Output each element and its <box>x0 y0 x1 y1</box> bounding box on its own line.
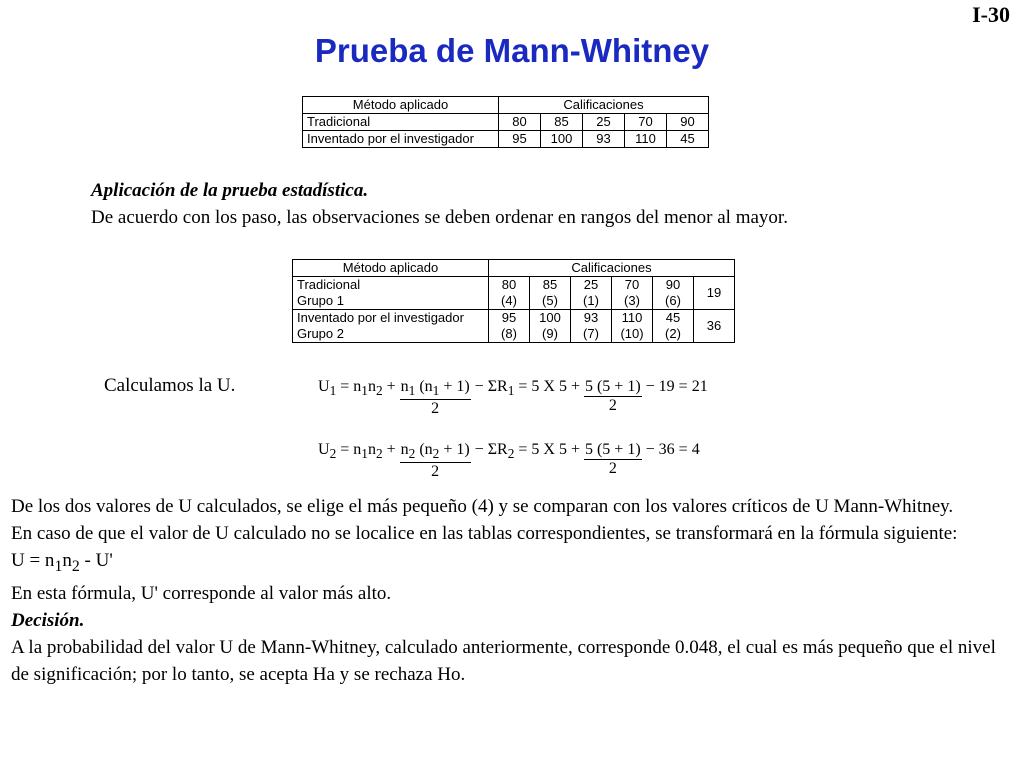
table-cell: 110 <box>625 131 667 148</box>
paragraph: A la probabilidad del valor U de Mann-Whitney, calculado anteriormente, corresponde 0.048, el cual es más pequeño que el nivel de significación; por lo tanto, se acepta Ha y se rechaza Ho. <box>11 636 996 685</box>
table-cell: 70 <box>625 114 667 131</box>
table-cell: 85 <box>541 114 583 131</box>
table-cell: 90 <box>667 114 709 131</box>
paragraph: En esta fórmula, U' corresponde al valor más alto. <box>11 582 392 604</box>
table-cell: 90 (6) <box>653 277 694 310</box>
table-cell: 80 (4) <box>489 277 530 310</box>
paragraph: En caso de que el valor de U calculado no se localice en las tablas correspondientes, se transformará en la fórmula siguiente: <box>11 523 958 544</box>
table-row <box>303 131 709 148</box>
section-text: De acuerdo con los paso, las observaciones se deben ordenar en rangos del menor al mayor. <box>91 207 788 228</box>
header-scores: Calificaciones <box>489 260 735 277</box>
header-scores: Calificaciones <box>499 97 709 114</box>
table-cell: 70 (3) <box>612 277 653 310</box>
row-label: Inventado por el investigador <box>303 131 499 148</box>
rank-sum-cell: 19 <box>694 277 735 310</box>
table-row <box>303 114 709 131</box>
table-cell: 100 <box>541 131 583 148</box>
slide-number: I-30 <box>972 2 1010 27</box>
row-label: Tradicional <box>303 114 499 131</box>
table-cell: 93 <box>583 131 625 148</box>
table-cell: 95 (8) <box>489 310 530 343</box>
rank-sum-cell: 36 <box>694 310 735 343</box>
table-row <box>293 310 735 343</box>
body-text <box>11 493 1011 688</box>
table-cell: 110 (10) <box>612 310 653 343</box>
table-cell: 45 (2) <box>653 310 694 343</box>
table-cell: 45 <box>667 131 709 148</box>
u-formula: $U = n_1n_2 - U'$ <box>11 550 113 575</box>
table-cell: 95 <box>499 131 541 148</box>
ranks-table <box>292 259 735 343</box>
table-cell: 25 (1) <box>571 277 612 310</box>
table-cell: 25 <box>583 114 625 131</box>
formula-u1: $U_1 = n_1n_2$ + $\frac{n_1 (n_1 + 1)}{2}$ − $\Sigma R_1 = 5$ X 5 + $\frac{5 (5 + 1)}{2}$ − 19 = 21 <box>318 378 708 418</box>
scores-table <box>302 96 709 148</box>
header-method: Método aplicado <box>293 260 489 277</box>
decision-label: Decisión. <box>11 609 85 631</box>
table-cell: 93 (7) <box>571 310 612 343</box>
row-label: Inventado por el investigador Grupo 2 <box>293 310 489 343</box>
header-method: Método aplicado <box>303 97 499 114</box>
paragraph: De los dos valores de U calculados, se elige el más pequeño (4) y se comparan con los valores críticos de U Mann-Whitney. <box>11 496 954 517</box>
table-cell: 100 (9) <box>530 310 571 343</box>
page-title: Prueba de Mann-Whitney <box>314 32 710 69</box>
table-cell: 80 <box>499 114 541 131</box>
formula-u2: $U_2 = n_1n_2$ + $\frac{n_2 (n_2 + 1)}{2}$ − $\Sigma R_2 = 5$ X 5 + $\frac{5 (5 + 1)}{2}$ − 36 = 4 <box>318 441 700 481</box>
calc-label: Calculamos la U. <box>104 375 236 396</box>
table-row <box>293 277 735 310</box>
section-heading: Aplicación de la prueba estadística. <box>91 180 369 201</box>
row-label: Tradicional Grupo 1 <box>293 277 489 310</box>
table-cell: 85 (5) <box>530 277 571 310</box>
